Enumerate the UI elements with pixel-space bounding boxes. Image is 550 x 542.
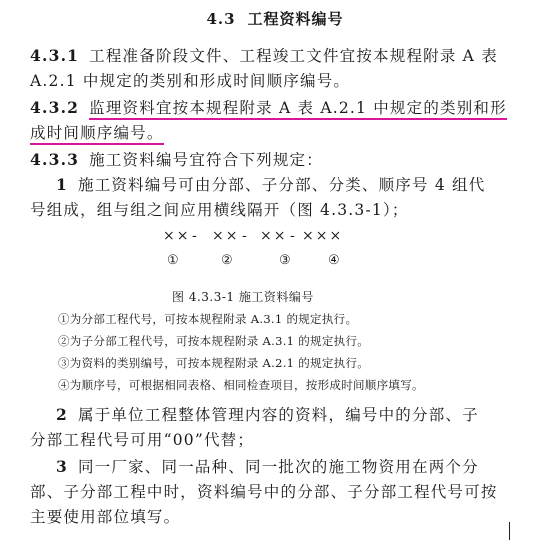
item-number: 1 [56,175,68,194]
clause-4-3-1-line-1: 4.3.1 工程准备阶段文件、工程竣工文件宜按本规程附录 A 表 [30,46,498,65]
clause-4-3-2-line-1 [30,96,507,118]
code-separator: - [192,228,199,244]
code-separator: - [242,228,249,244]
item-2-line-1: 2 属于单位工程整体管理内容的资料，编号中的分部、子 [56,405,479,424]
clause-4-3-2-line-2 [30,121,164,143]
clause-4-3-1-line-2: A.2.1 中规定的类别和形成时间顺序编号。 [30,72,351,90]
highlighted-text: 成时间顺序编号。 [30,124,164,145]
clause-number: 4.3.2 [30,98,80,117]
figure-caption: 图 4.3.3-1 施工资料编号 [172,290,314,304]
item-number: 3 [56,457,68,476]
marker-1: ① [167,253,179,268]
code-separator: - [290,228,297,244]
item-1-line-1: 1 施工资料编号可由分部、子分部、分类、顺序号 4 组代 [56,175,486,194]
item-number: 2 [56,405,68,424]
code-group-3: ×× [260,228,288,244]
item-3-line-2: 部、子分部工程中时，资料编号中的分部、子分部工程代号可按 [30,483,498,501]
figure-note-4: ④为顺序号，可根据相同表格、相同检查项目，按形成时间顺序填写。 [58,378,424,392]
item-3-line-1: 3 同一厂家、同一品种、同一批次的施工物资用在两个分 [56,457,479,476]
text-cursor [509,522,510,540]
item-2-line-2: 分部工程代号可用“00”代替； [30,431,255,449]
marker-2: ② [221,253,233,268]
figure-note-3: ③为资料的类别编号，可按本规程附录 A.2.1 的规定执行。 [58,356,370,370]
item-1-line-2: 号组成，组与组之间应用横线隔开（图 4.3.3-1）； [30,201,409,219]
clause-4-3-3-line-1: 4.3.3 施工资料编号宜符合下列规定： [30,150,323,169]
section-title: 工程资料编号 [247,10,344,28]
figure-note-2: ②为子分部工程代号，可按本规程附录 A.3.1 的规定执行。 [58,334,370,348]
item-3-line-3: 主要使用部位填写。 [30,508,181,526]
code-group-2: ×× [212,228,240,244]
code-group-4: ××× [302,228,344,244]
marker-3: ③ [279,253,291,268]
clause-number: 4.3.3 [30,150,80,169]
figure-note-1: ①为分部工程代号，可按本规程附录 A.3.1 的规定执行。 [58,312,358,326]
clause-number: 4.3.1 [30,46,80,65]
highlighted-text: 监理资料宜按本规程附录 A 表 A.2.1 中规定的类别和形 [89,99,507,120]
section-heading [0,8,550,29]
section-number: 4.3 [206,10,236,28]
code-group-1: ×× [163,228,191,244]
marker-4: ④ [328,253,340,268]
